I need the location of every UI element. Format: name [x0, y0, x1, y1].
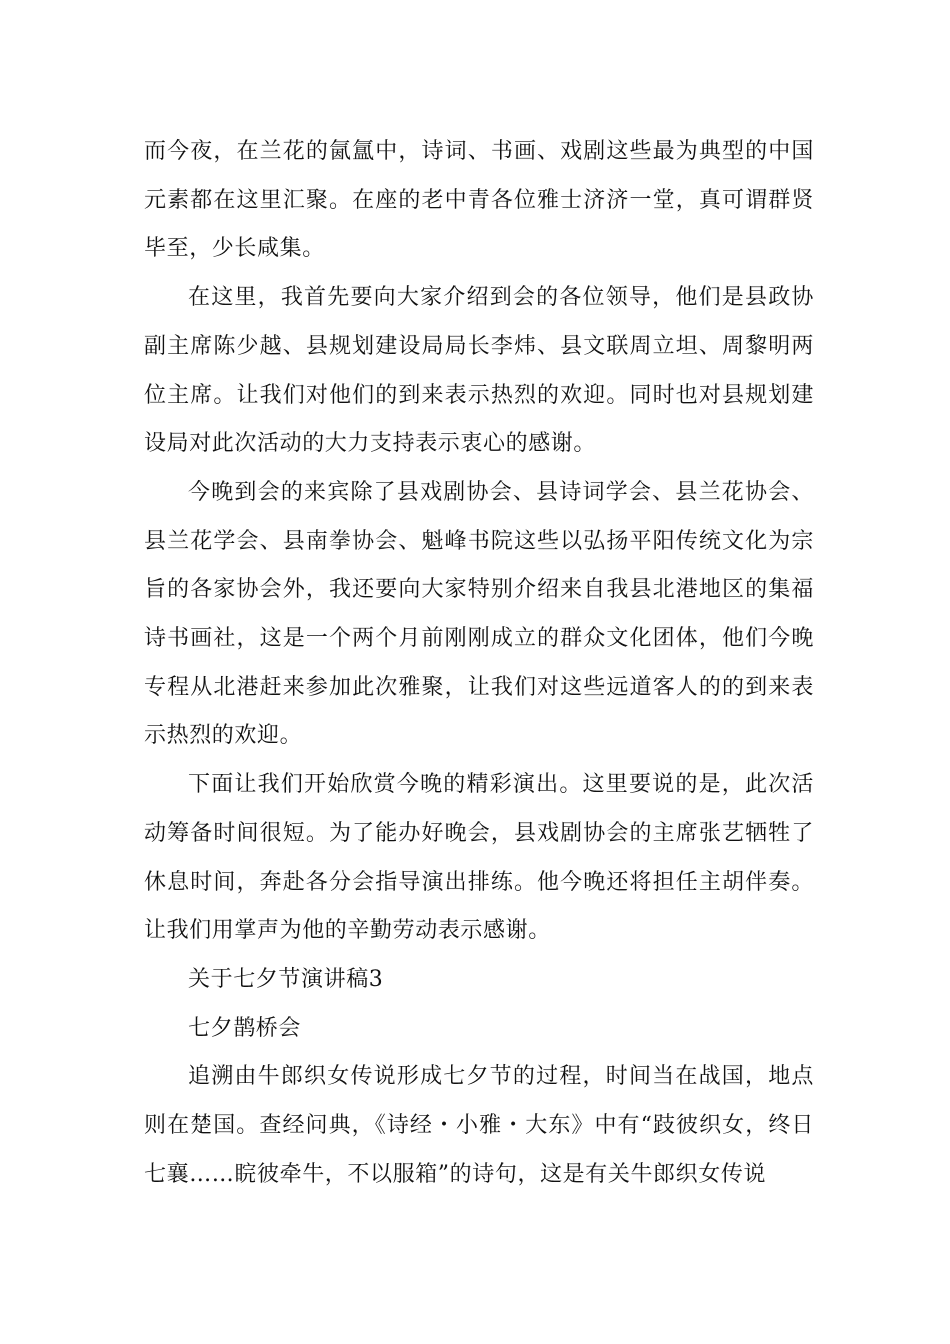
- paragraph-gathering: 而今夜，在兰花的氤氲中，诗词、书画、戏剧这些最为典型的中国元素都在这里汇聚。在座的老中青各位雅士济济一堂，真可谓群贤毕至，少长咸集。: [144, 139, 814, 262]
- paragraph-qixi-origin: 追溯由牛郎织女传说形成七夕节的过程，时间当在战国，地点则在楚国。查经问典，《诗经・小雅・大东》中有“跂彼织女，终日七襄……睆彼牵牛，不以服箱”的诗句，这是有关牛郎织女传说: [144, 1064, 814, 1187]
- document-body: [144, 128, 814, 1199]
- paragraph-performance-opening: 下面让我们开始欣赏今晚的精彩演出。这里要说的是，此次活动筹备时间很短。为了能办好晚会，县戏剧协会的主席张艺牺牲了休息时间，奔赴各分会指导演出排练。他今晚还将担任主胡伴奏。让我们用掌声为他的辛勤劳动表示感谢。: [144, 772, 814, 944]
- section-title: 关于七夕节演讲稿3: [188, 966, 384, 992]
- speech-subtitle: 七夕鹊桥会: [188, 1015, 302, 1041]
- paragraph-guests-introduction: 今晚到会的来宾除了县戏剧协会、县诗词学会、县兰花协会、县兰花学会、县南拳协会、魁峰书院这些以弘扬平阳传统文化为宗旨的各家协会外，我还要向大家特别介绍来自我县北港地区的集福诗书画社，这是一个两个月前刚刚成立的群众文化团体，他们今晚专程从北港赶来参加此次雅聚，让我们对这些远道客人的的到来表示热烈的欢迎。: [144, 479, 814, 749]
- paragraph-leaders-introduction: 在这里，我首先要向大家介绍到会的各位领导，他们是县政协副主席陈少越、县规划建设局局长李炜、县文联周立坦、周黎明两位主席。让我们对他们的到来表示热烈的欢迎。同时也对县规划建设局对此次活动的大力支持表示衷心的感谢。: [144, 285, 814, 457]
